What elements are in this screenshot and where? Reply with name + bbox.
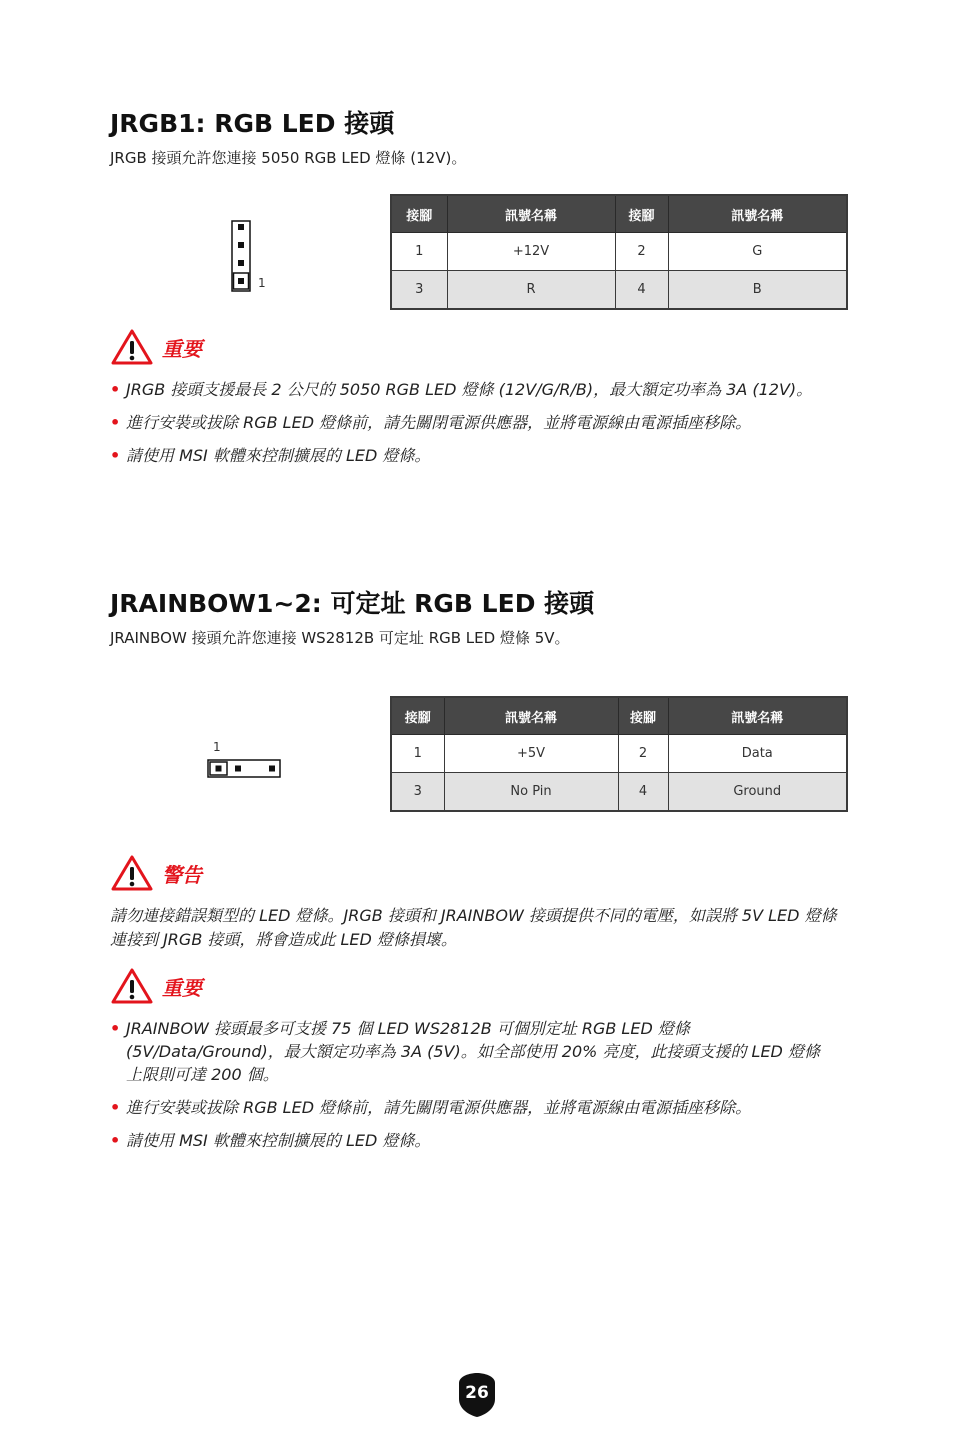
list-item bbox=[110, 1096, 830, 1119]
column-header: 接腳 bbox=[391, 697, 444, 735]
list-item-text: 請使用 MSI 軟體來控制擴展的 LED 燈條。 bbox=[126, 446, 431, 465]
bullet-icon: • bbox=[110, 1019, 121, 1038]
list-item-text: JRAINBOW 接頭最多可支援 75 個 LED WS2812B 可個別定址 RGB LED 燈條 (5V/Data/Ground)，最大額定功率為 3A (5V)。如全部使用 20% 亮度，此接頭支援的 LED 燈條上限則可達 200 個。 bbox=[126, 1019, 820, 1084]
table-cell: G bbox=[668, 233, 847, 271]
exclamation-triangle-icon bbox=[110, 967, 154, 1005]
list-item-text: JRGB 接頭支援最長 2 公尺的 5050 RGB LED 燈條 (12V/G/R/B)，最大額定功率為 3A (12V)。 bbox=[126, 380, 813, 399]
bullet-icon: • bbox=[110, 413, 121, 432]
list-item bbox=[110, 1129, 830, 1152]
jrainbow-pin-table bbox=[390, 696, 848, 812]
list-item-text: 進行安裝或拔除 RGB LED 燈條前，請先關閉電源供應器，並將電源線由電源插座移除。 bbox=[126, 413, 752, 432]
table-header-row bbox=[391, 195, 847, 233]
jrainbow-important-list bbox=[110, 1017, 830, 1162]
table-cell: 4 bbox=[615, 271, 668, 310]
list-item-text: 請使用 MSI 軟體來控制擴展的 LED 燈條。 bbox=[126, 1131, 431, 1150]
table-cell: 3 bbox=[391, 271, 447, 310]
exclamation-triangle-icon bbox=[110, 328, 154, 366]
column-header: 訊號名稱 bbox=[447, 195, 615, 233]
list-item bbox=[110, 378, 830, 401]
table-cell: 1 bbox=[391, 735, 444, 773]
table-row bbox=[391, 773, 847, 812]
table-cell: B bbox=[668, 271, 847, 310]
bullet-icon: • bbox=[110, 446, 121, 465]
table-cell: 3 bbox=[391, 773, 444, 812]
exclamation-triangle-icon bbox=[110, 854, 154, 892]
table-cell: 2 bbox=[615, 233, 668, 271]
jrgb-pin1-label: 1 bbox=[258, 276, 266, 290]
column-header: 接腳 bbox=[391, 195, 447, 233]
warning-label: 警告 bbox=[162, 862, 202, 887]
important-label: 重要 bbox=[162, 975, 202, 1000]
jrainbow-warning-heading bbox=[110, 854, 202, 892]
table-cell: 1 bbox=[391, 233, 447, 271]
list-item bbox=[110, 444, 830, 467]
jrainbow-intro: JRAINBOW 接頭允許您連接 WS2812B 可定址 RGB LED 燈條 5V。 bbox=[110, 629, 570, 647]
table-cell: Data bbox=[668, 735, 847, 773]
list-item bbox=[110, 1017, 830, 1086]
jrgb-title: JRGB1: RGB LED 接頭 bbox=[110, 109, 395, 138]
list-item bbox=[110, 411, 830, 434]
page-number: 26 bbox=[465, 1383, 489, 1403]
table-cell: +5V bbox=[444, 735, 618, 773]
table-row bbox=[391, 271, 847, 310]
jrgb-intro: JRGB 接頭允許您連接 5050 RGB LED 燈條 (12V)。 bbox=[110, 149, 467, 167]
column-header: 訊號名稱 bbox=[668, 697, 847, 735]
table-cell: No Pin bbox=[444, 773, 618, 812]
table-header-row bbox=[391, 697, 847, 735]
bullet-icon: • bbox=[110, 1098, 121, 1117]
column-header: 接腳 bbox=[618, 697, 668, 735]
column-header: 訊號名稱 bbox=[444, 697, 618, 735]
table-cell: 4 bbox=[618, 773, 668, 812]
jrgb-pin-table bbox=[390, 194, 848, 310]
jrgb-important-heading bbox=[110, 328, 202, 366]
table-cell: R bbox=[447, 271, 615, 310]
bullet-icon: • bbox=[110, 1131, 121, 1150]
important-label: 重要 bbox=[162, 336, 202, 361]
jrainbow-important-heading bbox=[110, 967, 202, 1005]
warning-text: 請勿連接錯誤類型的 LED 燈條。JRGB 接頭和 JRAINBOW 接頭提供不同的電壓，如誤將 5V LED 燈條連接到 JRGB 接頭，將會造成此 LED 燈條損壞。 bbox=[110, 906, 837, 949]
column-header: 接腳 bbox=[615, 195, 668, 233]
jrainbow-title: JRAINBOW1~2: 可定址 RGB LED 接頭 bbox=[110, 589, 595, 618]
jrgb-important-list bbox=[110, 378, 830, 477]
table-row bbox=[391, 735, 847, 773]
list-item-text: 進行安裝或拔除 RGB LED 燈條前，請先關閉電源供應器，並將電源線由電源插座移除。 bbox=[126, 1098, 752, 1117]
bullet-icon: • bbox=[110, 380, 121, 399]
table-cell: +12V bbox=[447, 233, 615, 271]
table-row bbox=[391, 233, 847, 271]
jrainbow-pin1-label: 1 bbox=[213, 740, 221, 754]
table-cell: 2 bbox=[618, 735, 668, 773]
column-header: 訊號名稱 bbox=[668, 195, 847, 233]
jrainbow-connector-diagram bbox=[206, 758, 282, 780]
table-cell: Ground bbox=[668, 773, 847, 812]
